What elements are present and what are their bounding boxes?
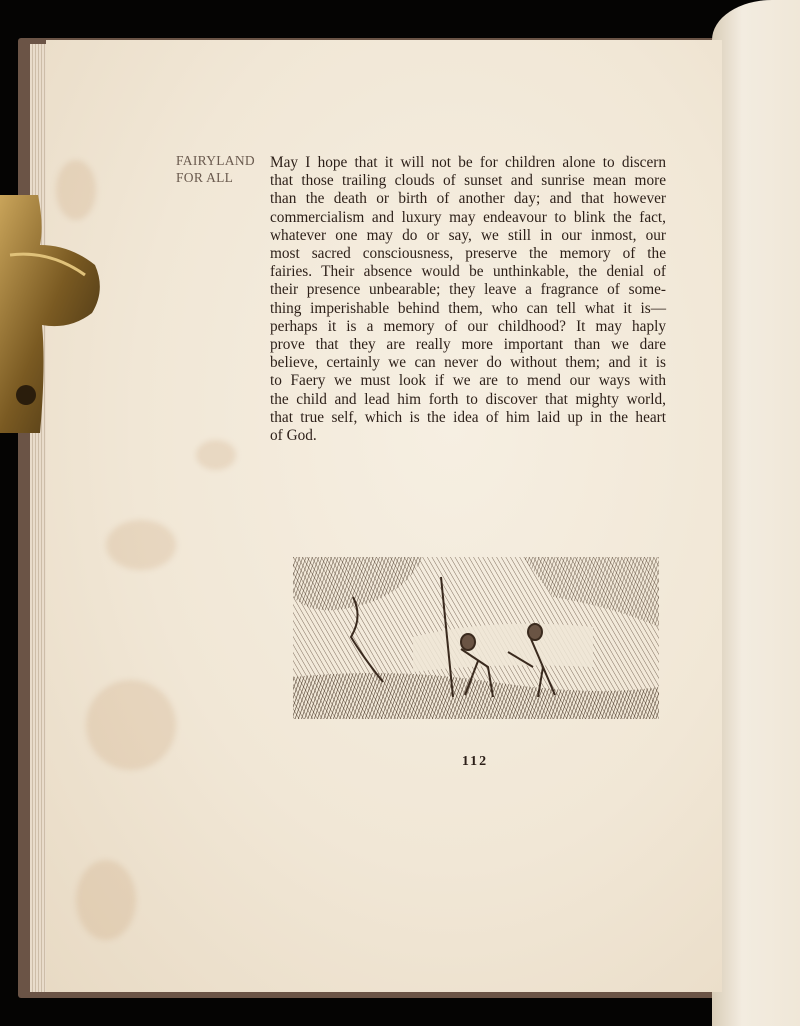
text-line: whatever one may do or say, we still in our inmost, our <box>270 226 666 244</box>
foxing-stain <box>76 860 136 940</box>
margin-heading <box>176 152 255 186</box>
margin-heading-line: FAIRYLAND <box>176 153 255 168</box>
text-line: perhaps it is a memory of our childhood? It may haply <box>270 317 666 335</box>
text-line: that true self, which is the idea of him laid up in the heart <box>270 408 666 426</box>
foxing-stain <box>106 520 176 570</box>
foxing-stain <box>196 440 236 470</box>
text-line: commercialism and luxury may endeavour to blink the fact, <box>270 208 666 226</box>
margin-heading-line: FOR ALL <box>176 170 234 185</box>
text-line: thing imperishable behind them, who can tell what it is— <box>270 299 666 317</box>
page-number: 112 <box>461 754 489 769</box>
brass-clasp-icon <box>0 195 104 433</box>
text-line: their presence unbearable; they leave a fragrance of some- <box>270 281 666 299</box>
body-paragraph <box>270 154 666 445</box>
text-line: believe, certainly we can never do without them; and it is <box>270 354 666 372</box>
text-line: prove that they are really more important than we dare <box>270 336 666 354</box>
text-line: to Faery we must look if we are to mend our ways with <box>270 372 666 390</box>
text-line: than the death or birth of another day; and that however <box>270 190 666 208</box>
text-line: of God. <box>270 427 317 445</box>
text-line: most sacred consciousness, preserve the memory of the <box>270 245 666 263</box>
text-line: the child and lead him forth to discover that mighty world, <box>270 390 666 408</box>
facing-page-curl <box>712 0 800 1026</box>
woodcut-illustration <box>293 557 659 719</box>
foxing-stain <box>86 680 176 770</box>
text-line: that those trailing clouds of sunset and sunrise mean more <box>270 172 666 190</box>
text-line: May I hope that it will not be for children alone to discern <box>270 154 666 171</box>
text-line: fairies. Their absence would be unthinkable, the denial of <box>270 263 666 281</box>
